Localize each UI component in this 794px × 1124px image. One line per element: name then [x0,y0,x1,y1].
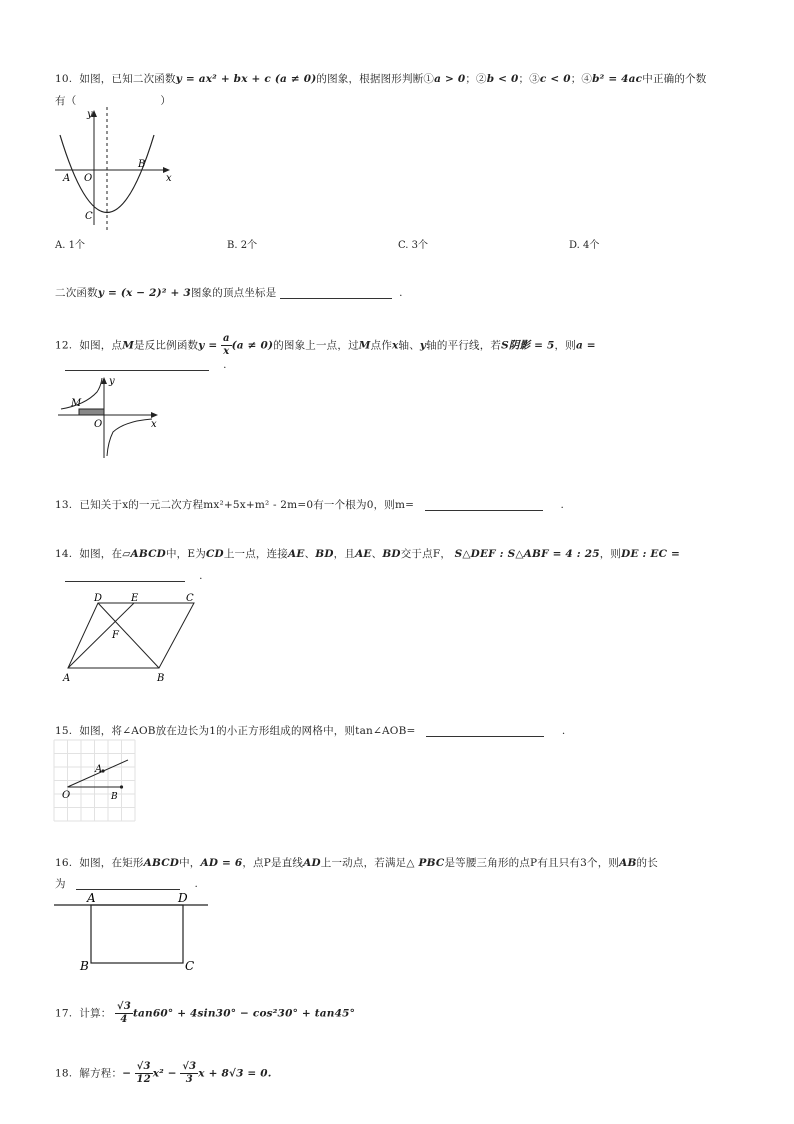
q12-text-b: 是反比例函数 [134,339,199,352]
q12-line1 [55,334,596,357]
q10-line2-close: ） [160,95,172,107]
q14-text-c: 上一点，连接 [223,548,289,560]
q14-parallelogram: ▱ABCD [122,548,166,560]
q17-number: 17. [55,1007,73,1020]
q16-line2-text: 为 [55,878,66,890]
q14-answer-blank[interactable] [65,569,185,582]
q16-label-a: A [87,891,96,905]
q18-mid: x² − [152,1067,177,1080]
q14-ae: AE [288,548,305,560]
q18-text: 解方程： [79,1067,123,1080]
q13-line [55,497,564,512]
q14-sep2: 、 [371,548,383,560]
q15-label-o: O [62,790,71,801]
q14-label-d: D [94,593,103,604]
q16-text-c: ，点P是直线 [242,857,304,869]
q14-text-b: 中，E为 [165,548,206,560]
q10-cond2: b < 0 [486,73,519,85]
q12-text-c: 的图象上一点，过 [273,339,359,352]
q15-line [55,723,565,738]
q13-end: . [560,499,565,511]
q10-sep2: ；③ [518,73,540,85]
q16-line2 [55,876,198,891]
q16-text-e: 是等腰三角形的点P有且只有3个，则 [444,857,620,869]
q11-end: . [399,287,403,299]
q10-option-b: B. 2个 [227,240,258,251]
q14-number: 14. [55,548,73,560]
q12-fraction [221,334,232,357]
q18-frac1-den: 12 [136,1074,151,1085]
q12-label-y: y [109,376,115,387]
q16-label-c: C [185,959,195,973]
q11-text-a: 二次函数 [55,287,98,299]
q10-cond3: c < 0 [539,73,571,85]
q17-frac-den: 4 [120,1014,128,1025]
q13-text: 已知关于x的一元二次方程mx²+5x+m² - 2m=0有一个根为0，则m= [79,499,415,511]
q12-text-a: 如图，点 [79,339,123,352]
q10-cond1: a > 0 [434,73,466,85]
q12-line2 [65,358,227,371]
q11-formula: y = (x − 2)² + 3 [97,287,191,299]
q16-ab: AB [619,857,637,869]
q15-label-b: B [111,792,118,802]
q17-text: 计算： [79,1007,112,1020]
q16-answer-blank[interactable] [76,877,180,890]
q14-text-a: 如图，在 [79,548,123,560]
q10-label-o: O [84,173,93,184]
q10-sep1: ；② [465,73,487,85]
q10-line1 [55,71,706,86]
q15-answer-blank[interactable] [426,724,544,737]
q16-end: . [194,878,199,890]
q14-sep: 、 [304,548,316,560]
q13-number: 13. [55,499,73,511]
q12-label-o: O [94,419,103,430]
q14-label-b: B [157,673,165,684]
q12-end: . [223,359,227,371]
q16-pbc: △ PBC [406,857,445,869]
q12-cond: (a ≠ 0) [231,339,274,352]
q10-label-y: y [87,109,93,120]
q12-label-x: x [151,419,157,430]
q14-end: . [199,570,203,582]
q16-number: 16. [55,857,73,869]
q18-rest: x + 8√3 = 0. [198,1067,272,1080]
q15-grid-figure [54,740,136,822]
q12-hyperbola-figure [55,372,165,462]
q18-frac1-num: √3 [136,1061,151,1072]
q12-text-e: 轴、 [398,339,420,352]
q16-ad2: AD [303,857,321,869]
q14-text-e: 交于点F， [400,548,452,560]
q11-line [55,285,403,300]
q15-number: 15. [55,725,73,737]
q18-fraction-2 [180,1062,198,1085]
q17-line [55,1002,355,1025]
q14-label-c: C [186,593,194,604]
q16-label-b: B [80,959,89,973]
q18-number: 18. [55,1067,73,1080]
q14-parallelogram-figure [60,592,210,684]
q14-label-f: F [112,630,119,641]
q13-answer-blank[interactable] [425,498,543,511]
q10-line2-open: 有（ [55,95,77,107]
q10-label-a: A [63,173,71,184]
q12-text-f: 轴的平行线，若 [426,339,502,352]
q10-label-x: x [166,173,172,184]
q12-answer-blank[interactable] [65,358,209,371]
q16-text-f: 的长 [636,857,658,869]
q18-minus: − [122,1067,132,1080]
q10-number: 10. [55,73,73,85]
q14-bd2: BD [382,548,401,560]
q16-label-d: D [178,891,188,905]
q12-point-m2: M [358,339,371,352]
q14-line2 [65,569,203,582]
q14-line1 [55,546,680,561]
q10-sep3: ；④ [570,73,593,85]
q16-text-d: 上一动点，若满足 [320,857,407,869]
q11-text-b: 图象的顶点坐标是 [190,287,277,299]
q18-frac2-num: √3 [182,1061,197,1072]
q14-ae2: AE [355,548,372,560]
q16-text-b: 中， [179,857,201,869]
q12-label-m: M [71,398,82,409]
q16-text-a: 如图，在矩形 [79,857,144,869]
q14-label-a: A [63,673,71,684]
q10-formula: y = ax² + bx + c (a ≠ 0) [175,73,317,85]
q12-text-d: 点作 [370,339,393,352]
q15-label-a: A [95,764,103,775]
q17-frac-num: √3 [117,1001,131,1012]
q10-text-b: 的图象，根据图形判断① [316,73,435,85]
q15-text: 如图，将∠AOB放在边长为1的小正方形组成的网格中，则tan∠AOB= [79,725,416,737]
q10-text-c: 中正确的个数 [642,73,707,85]
q10-option-a: A. 1个 [55,240,85,251]
q12-y-eq: y = [198,339,218,352]
q12-point-m: M [122,339,135,352]
q15-end: . [561,725,566,737]
q12-a-eq: a = [575,339,596,352]
q16-ad: AD = 6 [200,857,243,869]
q10-option-d: D. 4个 [569,240,600,251]
q10-option-c: C. 3个 [398,240,429,251]
q14-label-e: E [131,593,139,604]
q14-cd: CD [205,548,224,560]
q14-text-f: ，则 [599,548,622,560]
q17-expression: tan60° + 4sin30° − cos²30° + tan45° [132,1007,356,1020]
q10-label-c: C [85,211,93,222]
q10-cond4: b² = 4ac [592,73,643,85]
q14-ratio: S△DEF : S△ABF = 4 : 25 [454,548,600,560]
q14-text-d: ，且 [333,548,356,560]
q12-frac-den: x [223,346,230,357]
q12-x-axis: x [392,339,399,352]
q18-fraction-1 [135,1062,153,1085]
q11-answer-blank[interactable] [280,286,392,299]
q10-parabola-figure [50,105,180,235]
q16-abcd: ABCD [143,857,180,869]
q10-text-a: 如图，已知二次函数 [79,73,176,85]
q14-bd: BD [315,548,334,560]
q12-text-g: ，则 [554,339,576,352]
q12-frac-num: a [222,333,230,344]
q10-label-b: B [138,159,146,170]
q16-rectangle-figure [54,890,214,974]
q18-frac2-den: 3 [185,1074,193,1085]
q18-line [55,1062,272,1085]
q14-de-ec: DE : EC = [621,548,681,560]
q12-number: 12. [55,339,73,352]
q12-y-axis: y [419,339,427,352]
q17-fraction [115,1002,133,1025]
q12-s-shadow: S阴影 = 5 [501,339,555,352]
q16-line1 [55,855,658,870]
